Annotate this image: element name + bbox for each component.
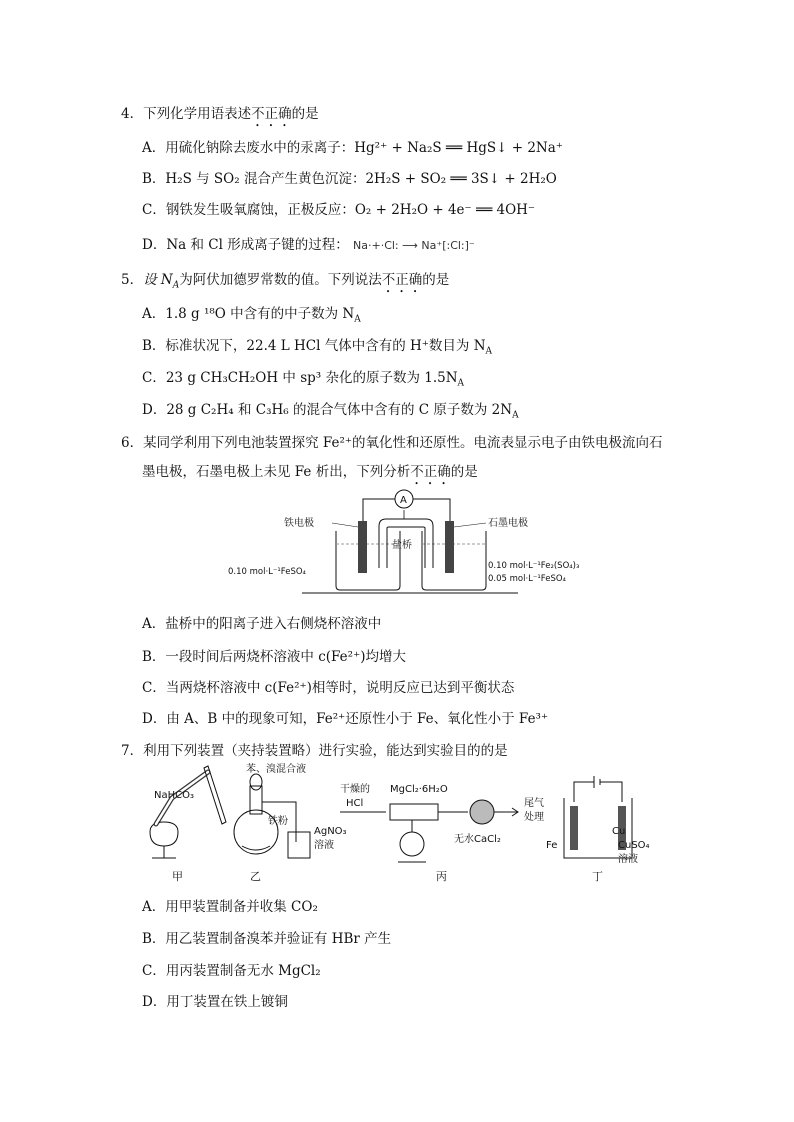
q6-stem-emphasis: 不正确 [410, 464, 451, 480]
option-label: C． [142, 202, 166, 218]
q6-option-b [142, 645, 406, 665]
option-formula: 2H₂S + SO₂ ══ 3S↓ + 2H₂O [365, 171, 557, 187]
q6-stem-b: 的是 [450, 464, 478, 480]
galvanic-cell-figure [226, 486, 586, 598]
q7-option-a [142, 895, 318, 915]
ding-cu-label: Cu [612, 826, 626, 837]
iron-electrode [358, 521, 367, 573]
q6-stem-text: 某同学利用下列电池装置探究 Fe²⁺的氧化性和还原性。电流表显示电子由铁电极流向石 [143, 435, 663, 451]
electron-dot-formula [353, 239, 475, 252]
jia-reagent-label: NaHCO₃ [154, 790, 194, 801]
q4-option-c [142, 198, 535, 218]
q4-number: 4． [121, 106, 144, 122]
q7-option-b [142, 927, 391, 947]
arrow-icon: ⟶ [402, 239, 418, 252]
q5-stem-b: 为阿伏加德罗常数的值。下列说法 [179, 272, 382, 288]
yi-solution-label: 溶液 [314, 840, 334, 851]
q5-option-c [142, 366, 464, 389]
q4-stem-b: 的是 [291, 106, 319, 122]
yi-iron-label: 铁粉 [268, 816, 288, 827]
option-label: A． [142, 306, 166, 322]
option-label: C． [142, 963, 166, 979]
q5-stem-emphasis: 不正确 [381, 272, 423, 288]
option-formula: O₂ + 2H₂O + 4e⁻ ══ 4OH⁻ [354, 202, 536, 218]
bing-label: 丙 [436, 870, 447, 883]
option-text: 用甲装置制备并收集 CO₂ [165, 899, 318, 915]
q5-stem [121, 268, 449, 296]
option-label: B． [142, 171, 166, 187]
option-label: B． [142, 649, 166, 665]
option-label: D． [142, 711, 167, 727]
option-text: H₂S 与 SO₂ 混合产生黄色沉淀： [165, 171, 366, 187]
q4-option-a [142, 136, 563, 156]
option-text: 标准状况下，22.4 L HCl 气体中含有的 H⁺数目为 N [165, 338, 486, 354]
option-text: 钢铁发生吸氧腐蚀，正极反应： [165, 202, 355, 218]
option-text: 23 g CH₃CH₂OH 中 sp³ 杂化的原子数为 1.5N [165, 370, 458, 386]
q6-option-a [142, 612, 381, 632]
yi-label: 乙 [250, 870, 261, 883]
q5-option-a [142, 302, 361, 325]
left-electrode-label: 铁电极 [284, 518, 314, 529]
bing-gas-label-1: 干燥的 [340, 784, 370, 795]
q5-stem-a: 设 N [143, 272, 173, 288]
q6-stem-line2 [142, 460, 478, 488]
right-electrode-label: 石墨电极 [488, 518, 528, 529]
option-text: 28 g C₂H₄ 和 C₃H₆ 的混合气体中含有的 C 原子数为 2N [166, 402, 513, 418]
formula-right: Na⁺[:Cl:]⁻ [421, 239, 475, 252]
option-label: B． [142, 931, 166, 947]
q5-stem-c: 的是 [422, 272, 450, 288]
option-label: D． [142, 994, 167, 1010]
option-label: A． [142, 140, 166, 156]
option-text: 1.8 g ¹⁸O 中含有的中子数为 N [165, 306, 355, 322]
q6-option-c [142, 676, 514, 696]
option-label: A． [142, 899, 166, 915]
q5-stem-sub: A [172, 280, 180, 291]
q7-option-d [142, 990, 288, 1010]
q7-stem [121, 739, 508, 759]
option-text: 由 A、B 中的现象可知，Fe²⁺还原性小于 Fe、氧化性小于 Fe³⁺ [166, 711, 549, 727]
q5-option-b [142, 334, 492, 357]
ammeter-label: A [400, 495, 407, 506]
option-text: 用丙装置制备无水 MgCl₂ [165, 963, 321, 979]
q6-number: 6． [121, 435, 144, 451]
q5-number: 5． [121, 272, 144, 288]
apparatus-jia [150, 766, 226, 883]
option-text: 用丁装置在铁上镀铜 [166, 994, 288, 1010]
option-text: 盐桥中的阳离子进入右侧烧杯溶液中 [165, 616, 382, 632]
q4-stem [121, 102, 319, 130]
q6-option-d [142, 707, 548, 727]
option-text: Na 和 Cl 形成离子键的过程： [166, 237, 349, 253]
graphite-electrode [445, 521, 454, 573]
apparatus-bing [340, 782, 544, 883]
ding-label: 丁 [592, 870, 603, 883]
option-text: 一段时间后两烧杯溶液中 c(Fe²⁺)均增大 [165, 649, 406, 665]
apparatus-ding [546, 776, 650, 883]
jia-label: 甲 [172, 870, 183, 883]
ding-solution-label: 溶液 [618, 854, 638, 865]
right-solution-label-2: 0.05 mol·L⁻¹FeSO₄ [488, 574, 566, 584]
q4-stem-a: 下列化学用语表述 [143, 106, 252, 122]
q6-stem-a: 墨电极，石墨电极上未见 Fe 析出，下列分析 [142, 464, 411, 480]
option-sub: A [512, 410, 519, 421]
q4-stem-emphasis: 不正确 [251, 106, 292, 122]
option-sub: A [457, 378, 465, 389]
right-solution-label-1: 0.10 mol·L⁻¹Fe₂(SO₄)₃ [488, 561, 580, 571]
ding-fe-label: Fe [546, 840, 558, 851]
option-sub: A [485, 346, 493, 357]
q7-stem-text: 利用下列装置（夹持装置略）进行实验，能达到实验目的的是 [143, 743, 508, 759]
option-text: 用硫化钠除去废水中的汞离子： [165, 140, 355, 156]
option-formula: Hg²⁺ + Na₂S ══ HgS↓ + 2Na⁺ [354, 140, 563, 156]
q4-option-b [142, 167, 557, 187]
q6-stem-line1 [121, 431, 663, 451]
left-beaker [336, 531, 400, 590]
option-label: C． [142, 370, 166, 386]
yi-top-label: 苯、溴混合液 [246, 764, 306, 775]
option-text: 用乙装置制备溴苯并验证有 HBr 产生 [165, 931, 392, 947]
option-text: 当两烧杯溶液中 c(Fe²⁺)相等时，说明反应已达到平衡状态 [165, 680, 515, 696]
apparatus-figure [146, 762, 656, 886]
option-label: D． [142, 402, 167, 418]
option-label: A． [142, 616, 166, 632]
bing-exhaust-label-2: 处理 [524, 812, 544, 823]
q7-number: 7． [121, 743, 144, 759]
q4-option-d [142, 233, 475, 253]
q7-option-c [142, 959, 321, 979]
bing-salt-label: MgCl₂·6H₂O [390, 784, 448, 795]
yi-agno3-label: AgNO₃ [314, 826, 347, 837]
option-label: D． [142, 237, 167, 253]
bing-exhaust-label-1: 尾气 [524, 798, 544, 809]
option-label: B． [142, 338, 166, 354]
option-label: C． [142, 680, 166, 696]
ding-cuso4-label: CuSO₄ [618, 840, 650, 851]
formula-left: Na·+·Cl: [353, 239, 399, 252]
q5-option-d [142, 398, 519, 421]
left-solution-label: 0.10 mol·L⁻¹FeSO₄ [228, 567, 306, 577]
option-sub: A [354, 314, 361, 325]
bing-cacl2-label: 无水CaCl₂ [454, 834, 501, 845]
apparatus-yi [234, 762, 347, 883]
bing-gas-label-2: HCl [346, 798, 364, 809]
salt-bridge-label: 盐桥 [392, 540, 412, 551]
